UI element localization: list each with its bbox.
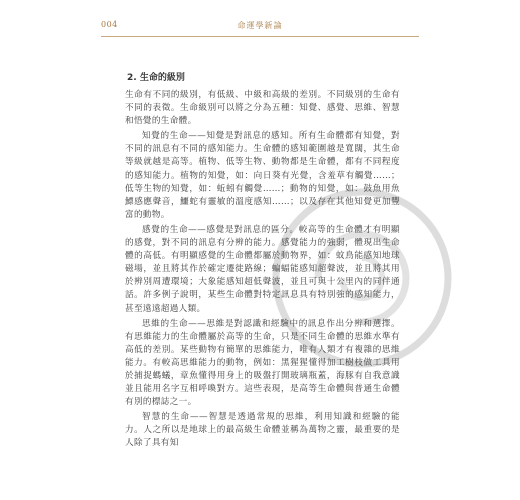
paragraph: 知覺的生命——知覺是對訊息的感知。所有生命體都有知覺，對不同的訊息有不同的感知能力。生命體的感知範圍越是寬闊，其生命等級就越是高等。植物、低等生物、動物都是生命體，都有不同程度的感知能力。植物的知覺，如：向日葵有光覺，含羞草有觸覺……；低等生物的知覺，如：蚯蚓有觸覺……；動物的知覺，如：鼓魚用魚鰾感應聲音，鱷蛇有靈敏的溫度感知……；以及存在其他知覺更加豐富的動物。 [125,131,400,220]
paragraph: 思維的生命——思維是對認識和經驗中的訊息作出分辨和選擇。有思維能力的生命體屬於高等的生命，只是不同生命體的思維水準有高低的差別。某些動物有簡單的思維能力，唯有人類才有複雜的思維能力。有較高思維能力的動物，例如：黑猩猩懂得加工樹枝做工具用於捕捉螞蟻，章魚懂得用身上的吸盤打開玻璃瓶蓋，海豚有自我意識並且能用名字互相呼喚對方。這些表現，是高等生命體與普通生命體有別的標誌之一。 [125,318,400,408]
header-rule [101,36,419,37]
paragraph: 生命有不同的級別，有低級、中級和高級的差別。不同級別的生命有不同的表徵。生命級別可以將之分為五種：知覺、感覺、思維、智慧和悟覺的生命體。 [125,90,400,127]
paragraph: 感覺的生命——感覺是對訊息的區分。較高等的生命體才有明顯的感覺，對不同的訊息有分辨的能力。感覺能力的強弱，體現出生命體的高低。有明顯感覺的生命體都屬於動物界，如：蚊鳥能感知地球磁場，並且將其作於確定遷徙路線；蝙蝠能感知超聲波，並且將其用於辨別周遭環境；大象能感知超低聲波，並且可與十公里內的同伴通話。許多例子說明，某些生命體對特定訊息具有特別強的感知能力，甚至遠遠超過人類。 [125,224,400,314]
page-number: 004 [101,20,118,29]
section-heading: 2. 生命的級別 [127,73,185,83]
running-title: 命運學新論 [237,21,283,30]
page-header [101,20,419,34]
paragraph: 智慧的生命——智慧是透過常規的思維，利用知識和經驗的能力。人之所以是地球上的最高級生命體並稱為萬物之靈，最重要的是人除了具有知 [125,412,400,449]
main-text [125,71,400,453]
